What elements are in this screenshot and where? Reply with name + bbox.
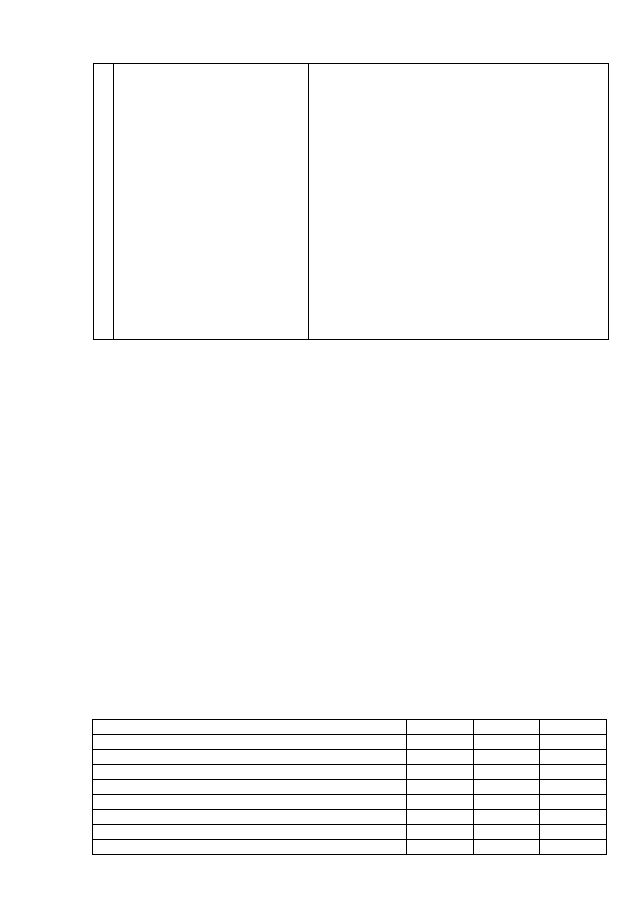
table-divider xyxy=(308,64,309,339)
row-label xyxy=(93,735,407,750)
cell xyxy=(540,825,607,840)
cell xyxy=(540,810,607,825)
cell xyxy=(407,795,474,810)
table-divider xyxy=(113,64,114,339)
cell xyxy=(407,810,474,825)
cell xyxy=(540,780,607,795)
header-cell xyxy=(473,720,540,735)
table-header-row xyxy=(93,720,607,735)
row-label xyxy=(93,810,407,825)
cell xyxy=(407,765,474,780)
cell xyxy=(540,795,607,810)
cell xyxy=(473,810,540,825)
cell xyxy=(407,735,474,750)
table-row xyxy=(93,810,607,825)
cell xyxy=(540,765,607,780)
cell xyxy=(407,825,474,840)
cell xyxy=(473,840,540,855)
cell xyxy=(540,735,607,750)
continuation-table xyxy=(93,63,609,340)
table-row xyxy=(93,795,607,810)
row-label xyxy=(93,780,407,795)
cell xyxy=(473,750,540,765)
population-stats-table xyxy=(92,719,607,855)
row-label xyxy=(93,825,407,840)
table-row xyxy=(93,780,607,795)
header-cell xyxy=(407,720,474,735)
table-row xyxy=(93,825,607,840)
cell xyxy=(473,795,540,810)
cell xyxy=(473,780,540,795)
row-label xyxy=(93,750,407,765)
row-label xyxy=(93,795,407,810)
table-row xyxy=(93,735,607,750)
body-text xyxy=(91,378,596,379)
cell xyxy=(473,825,540,840)
table-row xyxy=(93,840,607,855)
header-cell xyxy=(540,720,607,735)
cell xyxy=(407,750,474,765)
cell xyxy=(473,735,540,750)
table-row xyxy=(93,750,607,765)
header-cell xyxy=(93,720,407,735)
table-row xyxy=(93,765,607,780)
cell xyxy=(540,840,607,855)
cell xyxy=(407,840,474,855)
cell xyxy=(540,750,607,765)
row-label xyxy=(93,840,407,855)
cell xyxy=(407,780,474,795)
cell xyxy=(473,765,540,780)
row-label xyxy=(93,765,407,780)
